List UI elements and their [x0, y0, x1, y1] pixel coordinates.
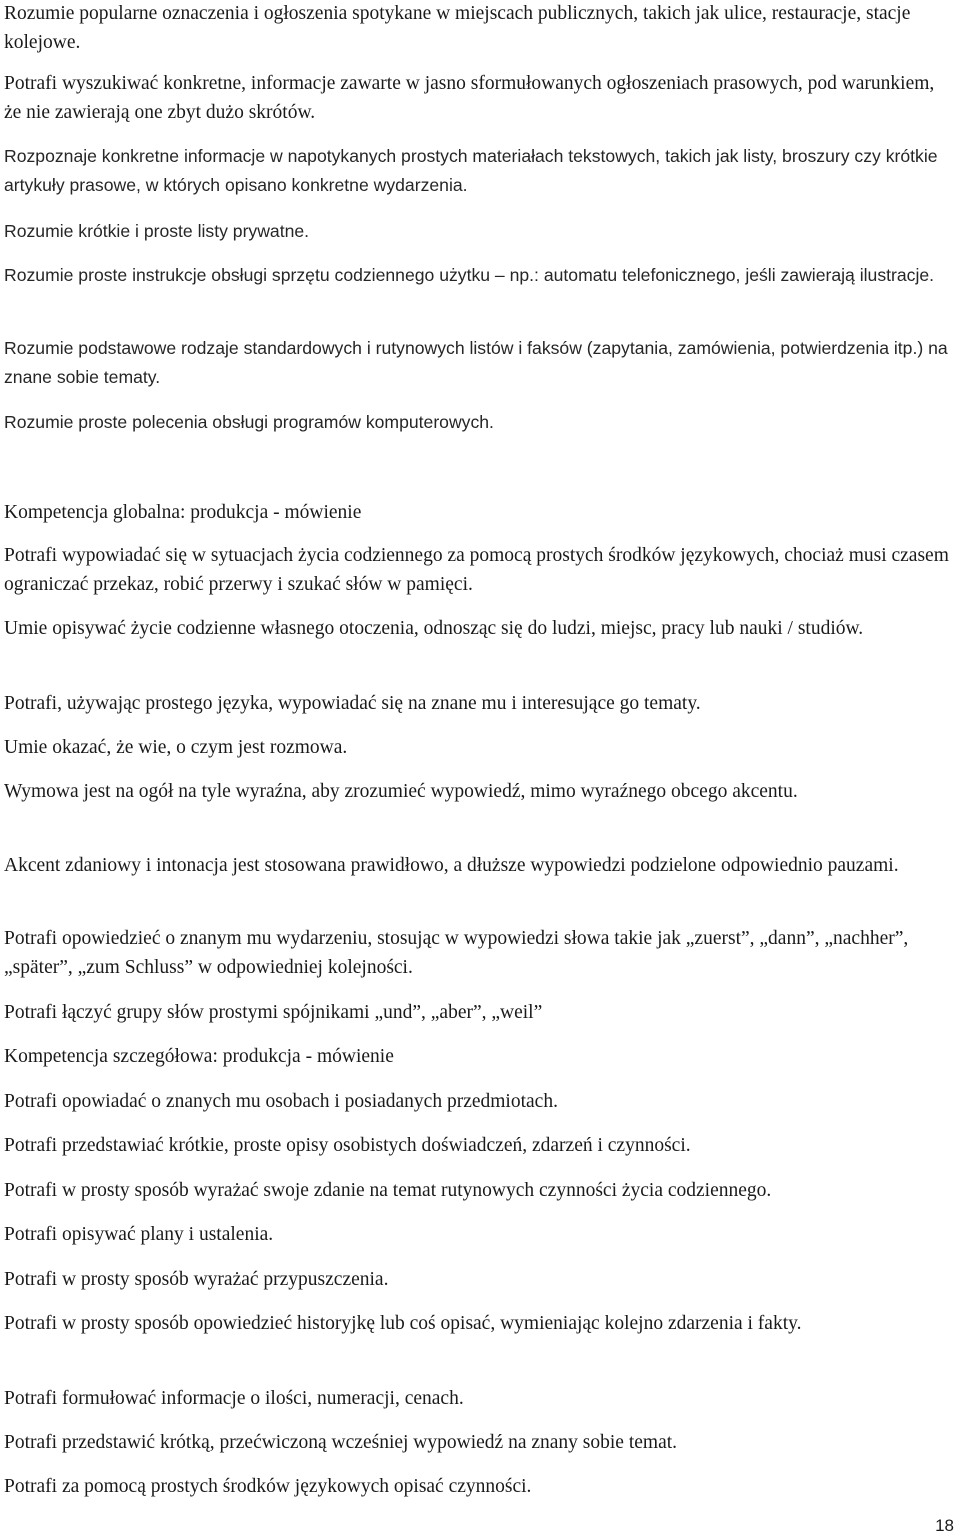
paragraph-assumptions: Potrafi w prosty sposób wyrażać przypuszczenia.	[4, 1269, 389, 1290]
paragraph-intonation: Akcent zdaniowy i intonacja jest stosowana prawidłowo, a dłuższe wypowiedzi podzielone odpowiednio pauzami.	[4, 855, 899, 876]
paragraph-conversation: Umie okazać, że wie, o czym jest rozmowa.	[4, 737, 348, 758]
paragraph-letters-faxes: Rozumie podstawowe rodzaje standardowych i rutynowych listów i faksów (zapytania, zamówienia, potwierdzenia itp.) na znane sobie tematy.	[4, 338, 948, 387]
paragraph-prepared-speech: Potrafi przedstawić krótką, przećwiczoną wcześniej wypowiedź na znany sobie temat.	[4, 1432, 678, 1453]
paragraph-press-announcements: Potrafi wyszukiwać konkretne, informacje zawarte w jasno sformułowanych ogłoszeniach prasowych, pod warunkiem, że nie zawierają one zbyt dużo skrótów.	[4, 73, 935, 123]
paragraph-people-objects: Potrafi opowiadać o znanych mu osobach i posiadanych przedmiotach.	[4, 1091, 558, 1112]
paragraph-opinion: Potrafi w prosty sposób wyrażać swoje zdanie na temat rutynowych czynności życia codziennego.	[4, 1180, 772, 1201]
paragraph-plans: Potrafi opisywać plany i ustalenia.	[4, 1224, 274, 1245]
paragraph-story: Potrafi w prosty sposób opowiedzieć historyjkę lub coś opisać, wymieniając kolejno zdarzenia i fakty.	[4, 1313, 802, 1334]
heading-detailed-competence: Kompetencja szczegółowa: produkcja - mówienie	[4, 1046, 394, 1067]
paragraph-describe-daily-life: Umie opisywać życie codzienne własnego otoczenia, odnosząc się do ludzi, miejsc, pracy lub nauki / studiów.	[4, 618, 864, 639]
paragraph-everyday-situations: Potrafi wypowiadać się w sytuacjach życia codziennego za pomocą prostych środków językowych, chociaż musi czasem ograniczać przekaz, robić przerwy i szukać słów w pamięci.	[4, 545, 949, 595]
paragraph-conjunctions: Potrafi łączyć grupy słów prostymi spójnikami „und”, „aber”, „weil”	[4, 1002, 543, 1023]
paragraph-narration: Potrafi opowiedzieć o znanym mu wydarzeniu, stosując w wypowiedzi słowa takie jak „zuerst”, „dann”, „nachher”, „später”, „zum Schluss” w odpowiedniej kolejności.	[4, 928, 909, 978]
paragraph-known-topics: Potrafi, używając prostego języka, wypowiadać się na znane mu i interesujące go tematy.	[4, 693, 701, 714]
heading-global-competence: Kompetencja globalna: produkcja - mówienie	[4, 502, 362, 523]
paragraph-experiences: Potrafi przedstawiać krótkie, proste opisy osobistych doświadczeń, zdarzeń i czynności.	[4, 1135, 691, 1156]
paragraph-computer-programs: Rozumie proste polecenia obsługi programów komputerowych.	[4, 412, 494, 432]
paragraph-text-materials: Rozpoznaje konkretne informacje w napotykanych prostych materiałach tekstowych, takich jak listy, broszury czy krótkie artykuły prasowe, w których opisano konkretne wydarzenia.	[4, 146, 938, 195]
paragraph-activities: Potrafi za pomocą prostych środków językowych opisać czynności.	[4, 1476, 532, 1497]
paragraph-instructions: Rozumie proste instrukcje obsługi sprzętu codziennego użytku – np.: automatu telefonicznego, jeśli zawierają ilustracje.	[4, 265, 935, 285]
page-number: 18	[935, 1516, 954, 1535]
paragraph-public-signs: Rozumie popularne oznaczenia i ogłoszenia spotykane w miejscach publicznych, takich jak ulice, restauracje, stacje kolejowe.	[4, 3, 911, 53]
paragraph-quantities: Potrafi formułować informacje o ilości, numeracji, cenach.	[4, 1388, 464, 1409]
paragraph-pronunciation: Wymowa jest na ogół na tyle wyraźna, aby zrozumieć wypowiedź, mimo wyraźnego obcego akcentu.	[4, 781, 798, 802]
paragraph-private-letters: Rozumie krótkie i proste listy prywatne.	[4, 221, 310, 241]
